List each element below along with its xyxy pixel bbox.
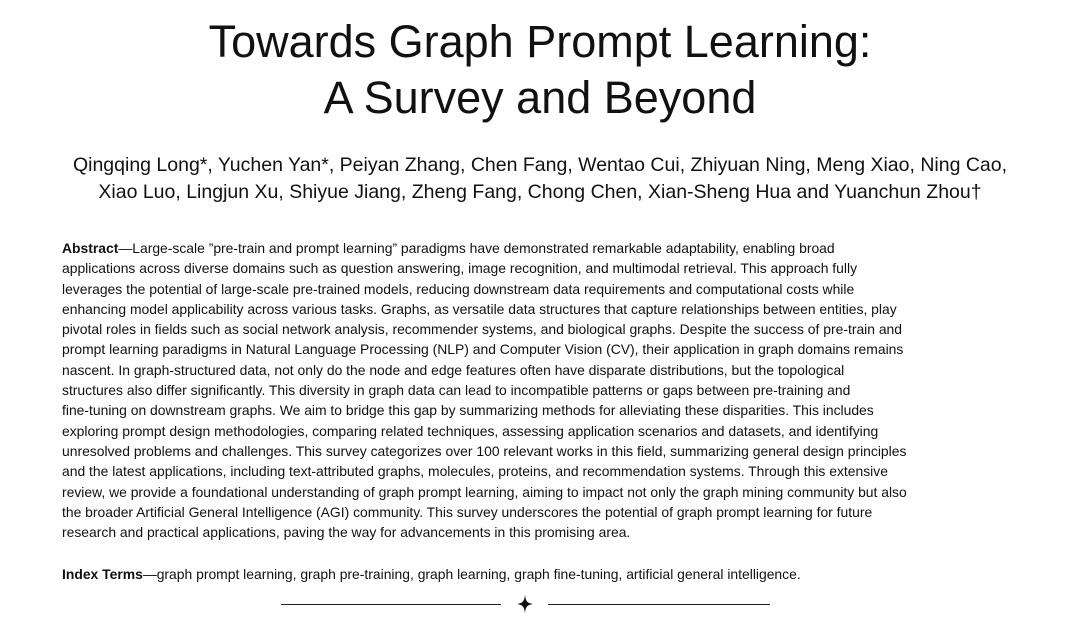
section-divider <box>0 594 1080 614</box>
abstract-line <box>62 238 1002 258</box>
abstract-label: Abstract <box>62 240 119 256</box>
divider-rule-right <box>548 604 770 605</box>
abstract-line: structures also differ significantly. This diversity in graph data can lead to incompatible patterns or gaps between pre-training and <box>62 382 851 399</box>
authors-line-2: Xiao Luo, Lingjun Xu, Shiyue Jiang, Zheng Fang, Chong Chen, Xian-Sheng Hua and Yuanchun Zhou† <box>98 181 982 203</box>
index-terms-text: —graph prompt learning, graph pre-training, graph learning, graph fine-tuning, artificial general intelligence. <box>142 566 801 582</box>
abstract-line: nascent. In graph-structured data, not only do the node and edge features often have disparate distributions, but the topological <box>62 361 845 378</box>
abstract-line: pivotal roles in fields such as social network analysis, recommender systems, and biological graphs. Despite the success of pre-train and <box>62 321 903 338</box>
abstract-line: research and practical applications, paving the way for advancements in this promising area. <box>62 524 631 541</box>
abstract-line: review, we provide a foundational understanding of graph prompt learning, aiming to impact not only the graph mining community but also <box>62 483 907 500</box>
abstract-text: —Large-scale ”pre-train and prompt learning” paradigms have demonstrated remarkable adaptability, enabling broad <box>118 240 835 256</box>
title-line-1: Towards Graph Prompt Learning: <box>208 16 872 67</box>
author-list <box>0 152 1080 206</box>
divider-rule-left <box>281 604 501 605</box>
abstract-line: leverages the potential of large-scale pre-trained models, reducing downstream data requirements and computational costs while <box>62 280 855 297</box>
title-line-2: A Survey and Beyond <box>323 72 757 123</box>
abstract-line: unresolved problems and challenges. This survey categorizes over 100 relevant works in this field, summarizing general design principles <box>62 442 907 459</box>
authors-line-1: Qingqing Long*, Yuchen Yan*, Peiyan Zhang, Chen Fang, Wentao Cui, Zhiyuan Ning, Meng Xiao, Ning Cao, <box>72 154 1008 176</box>
index-terms-label: Index Terms <box>62 566 143 582</box>
abstract-line: applications across diverse domains such as question answering, image recognition, and multimodal retrieval. This approach fully <box>62 260 858 277</box>
index-terms <box>62 564 1002 584</box>
abstract-line: exploring prompt design methodologies, comparing related techniques, assessing application scenarios and datasets, and identifying <box>62 422 879 439</box>
diamond-ornament-icon <box>513 594 537 614</box>
abstract-line: the broader Artificial General Intelligence (AGI) community. This survey underscores the potential of graph prompt learning for future <box>62 503 873 520</box>
abstract <box>62 238 1002 542</box>
paper-title <box>0 14 1080 126</box>
abstract-line: and the latest applications, including text-attributed graphs, molecules, proteins, and recommendation systems. Through this extensive <box>62 463 888 480</box>
abstract-line: prompt learning paradigms in Natural Language Processing (NLP) and Computer Vision (CV), their application in graph domains remains <box>62 341 904 358</box>
abstract-line: enhancing model applicability across various tasks. Graphs, as versatile data structures that capture relationships between entities, play <box>62 300 897 317</box>
abstract-line: fine-tuning on downstream graphs. We aim to bridge this gap by summarizing methods for alleviating these disparities. This includes <box>62 402 874 419</box>
